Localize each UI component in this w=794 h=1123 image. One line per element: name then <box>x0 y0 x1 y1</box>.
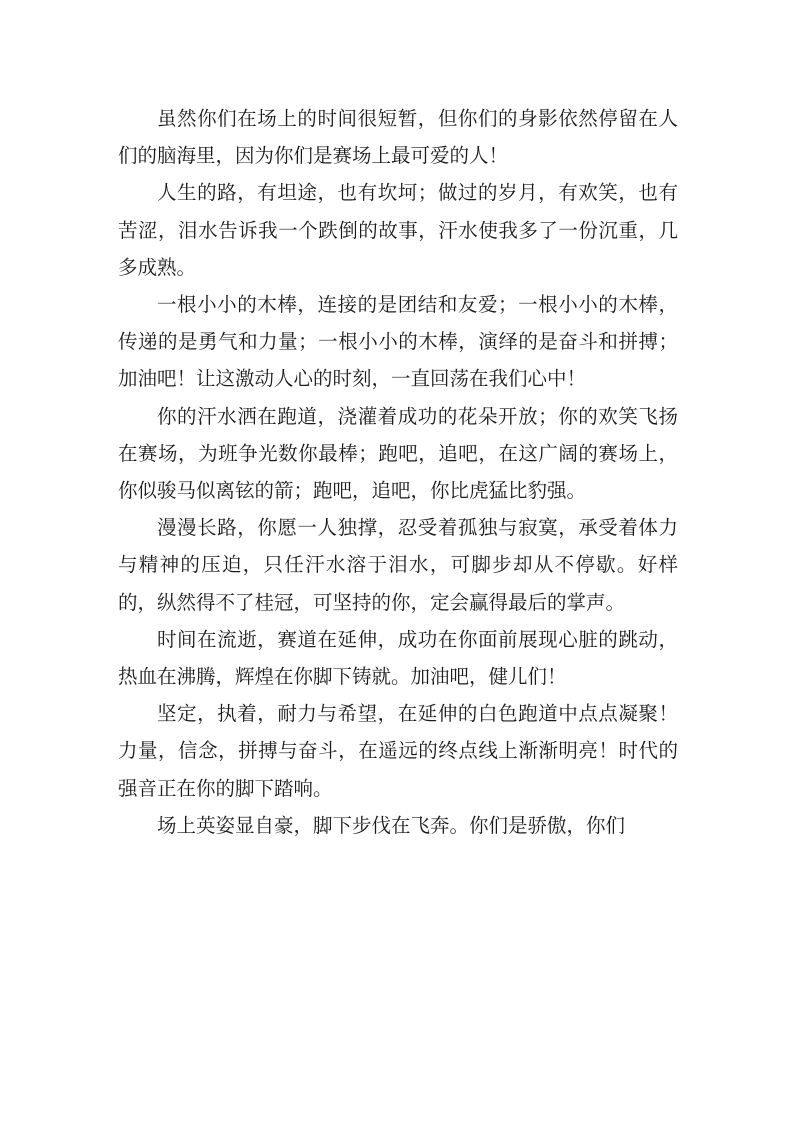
document-body <box>118 100 678 844</box>
paragraph-7: 坚定，执着，耐力与希望，在延伸的白色跑道中点点凝聚！力量，信念，拼搏与奋斗，在遥远的终点线上渐渐明亮！时代的强音正在你的脚下踏响。 <box>118 702 678 800</box>
paragraph-8: 场上英姿显自豪，脚下步伐在飞奔。你们是骄傲，你们 <box>157 813 626 837</box>
paragraph-3: 一根小小的木棒，连接的是团结和友爱；一根小小的木棒，传递的是勇气和力量；一根小小的木棒，演绎的是奋斗和拼搏；加油吧！让这激动人心的时刻，一直回荡在我们心中！ <box>118 293 678 391</box>
paragraph-6: 时间在流逝，赛道在延伸，成功在你面前展现心脏的跳动，热血在沸腾，辉煌在你脚下铸就。加油吧，健儿们！ <box>118 627 678 689</box>
paragraph-4: 你的汗水洒在跑道，浇灌着成功的花朵开放；你的欢笑飞扬在赛场，为班争光数你最棒；跑吧，追吧，在这广阔的赛场上，你似骏马似离铉的箭；跑吧，追吧，你比虎猛比豹强。 <box>118 404 678 503</box>
paragraph-5: 漫漫长路，你愿一人独撑，忍受着孤独与寂寞，承受着体力与精神的压迫，只任汗水溶于泪水，可脚步却从不停歇。好样的，纵然得不了桂冠，可坚持的你，定会赢得最后的掌声。 <box>118 516 678 614</box>
paragraph-1: 虽然你们在场上的时间很短暂，但你们的身影依然停留在人们的脑海里，因为你们是赛场上最可爱的人！ <box>118 107 678 168</box>
paragraph-2: 人生的路，有坦途，也有坎坷；做过的岁月，有欢笑，也有苦涩，泪水告诉我一个跌倒的故事，汗水使我多了一份沉重，几多成熟。 <box>118 181 678 279</box>
